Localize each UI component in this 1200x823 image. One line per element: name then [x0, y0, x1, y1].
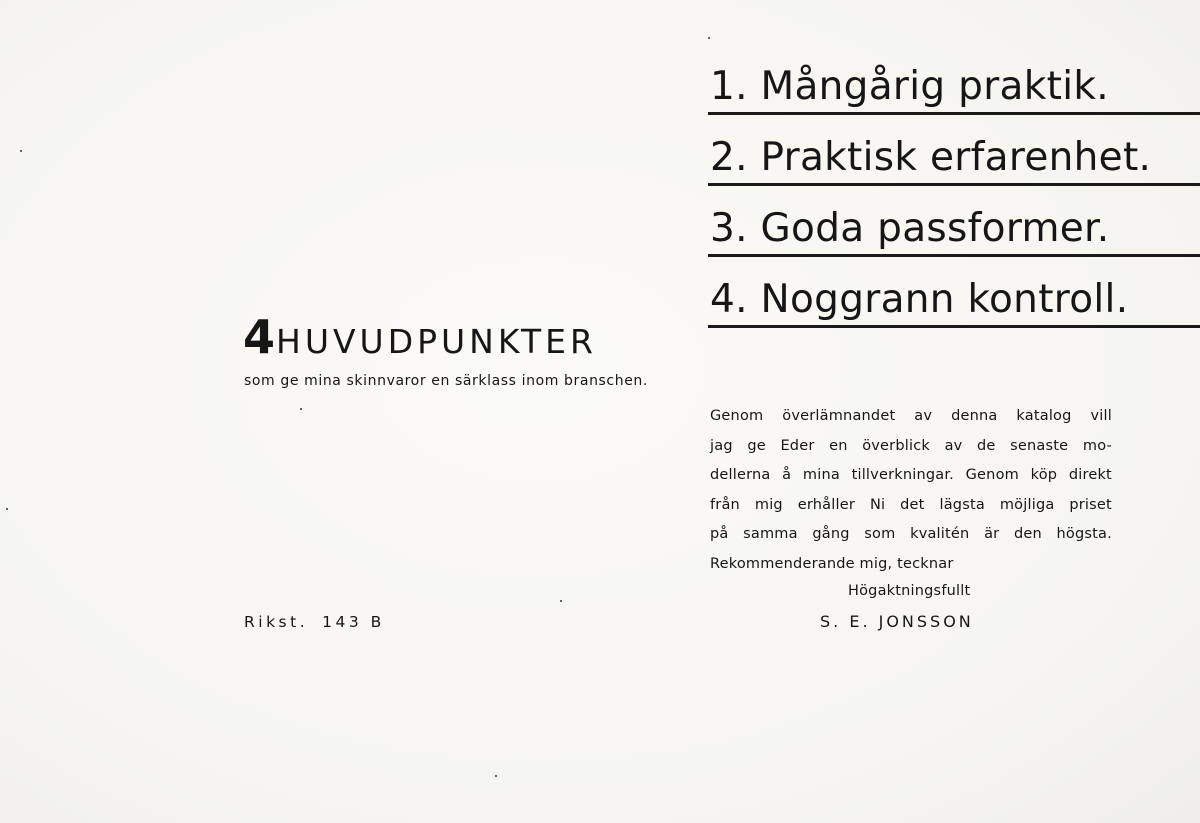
signature: S. E. JONSSON — [820, 612, 974, 631]
paragraph-word: Ni — [869, 496, 886, 513]
paper-speck — [560, 600, 562, 602]
phone-number — [244, 613, 385, 631]
paragraph-word: högsta. — [1056, 526, 1112, 542]
paragraph-line — [710, 491, 1112, 521]
paragraph-word: mig — [754, 496, 783, 513]
closing-salutation: Högaktningsfullt — [848, 583, 971, 599]
paper-speck — [300, 408, 302, 410]
points-list — [708, 44, 1200, 328]
point-label: 4. Noggrann kontroll. — [710, 277, 1129, 322]
paragraph-word: Genom — [710, 408, 764, 424]
paragraph-word: senaste — [1010, 437, 1069, 454]
paragraph-word: katalog — [1016, 408, 1072, 424]
phone-label: Rikst. — [244, 613, 309, 631]
paragraph-word: direkt — [1068, 467, 1112, 483]
paragraph-word: ge — [747, 437, 766, 454]
paragraph-word: gång — [812, 526, 850, 542]
paragraph-word: å — [782, 467, 792, 483]
paragraph-line — [710, 432, 1112, 462]
paragraph-word: på — [710, 526, 729, 542]
paragraph-word: mo- — [1082, 437, 1112, 454]
paragraph-last-line: Rekommenderande mig, tecknar — [710, 555, 954, 572]
paragraph-word: denna — [951, 408, 998, 424]
paragraph-word: kvalitén — [910, 526, 970, 542]
paragraph-word: Eder — [780, 437, 815, 454]
paragraph-word: möjliga — [999, 496, 1055, 513]
paragraph-word: från — [710, 496, 740, 513]
intro-paragraph — [710, 402, 1112, 579]
point-item — [708, 186, 1200, 257]
point-label: 2. Praktisk erfarenhet. — [710, 135, 1152, 180]
paragraph-word: mina — [802, 467, 840, 483]
point-item — [708, 115, 1200, 186]
paragraph-word: priset — [1069, 496, 1112, 513]
page-heading — [243, 310, 597, 364]
point-label: 1. Mångårig praktik. — [710, 64, 1109, 109]
point-item — [708, 44, 1200, 115]
paragraph-word: den — [1013, 526, 1042, 542]
point-item — [708, 257, 1200, 328]
paper-speck — [708, 37, 710, 39]
paper-speck — [6, 508, 8, 510]
paper-speck — [20, 150, 22, 152]
paragraph-word: erhåller — [797, 496, 856, 513]
paragraph-line — [710, 461, 1112, 491]
paper-speck — [495, 775, 497, 777]
heading-number: 4 — [243, 310, 275, 364]
paragraph-word: som — [864, 526, 896, 542]
paragraph-word: det — [900, 496, 925, 513]
paragraph-line — [710, 520, 1112, 550]
paragraph-word: överlämnandet — [782, 408, 896, 424]
paragraph-word: av — [914, 408, 933, 424]
paragraph-word: av — [944, 437, 963, 454]
paragraph-word: köp — [1030, 467, 1058, 483]
paragraph-word: en — [829, 437, 848, 454]
paragraph-word: Genom — [965, 467, 1019, 483]
point-label: 3. Goda passformer. — [710, 206, 1110, 251]
paragraph-word: de — [977, 437, 996, 454]
paragraph-word: tillverkningar. — [851, 467, 954, 483]
paragraph-line — [710, 402, 1112, 432]
paragraph-word: samma — [743, 526, 798, 542]
paragraph-word: överblick — [862, 437, 930, 454]
page-subtitle: som ge mina skinnvaror en särklass inom branschen. — [244, 373, 648, 389]
phone-value: 143 B — [322, 613, 385, 631]
paragraph-word: är — [984, 526, 1000, 542]
paragraph-word: dellerna — [710, 467, 771, 483]
paragraph-word: vill — [1090, 408, 1112, 424]
paragraph-word: jag — [710, 437, 733, 454]
paragraph-word: lägsta — [939, 496, 985, 513]
heading-word: HUVUDPUNKTER — [276, 322, 597, 361]
